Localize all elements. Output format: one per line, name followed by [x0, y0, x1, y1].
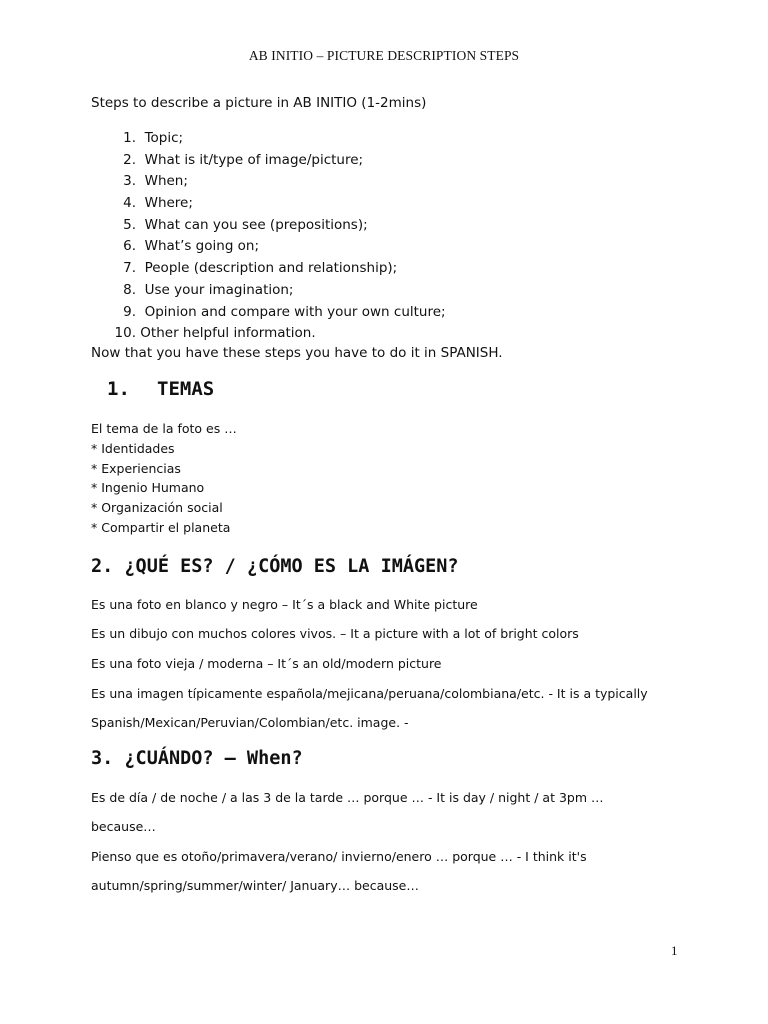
- section3-line: Es de día / de noche / a las 3 de la tarde … porque … - It is day / night / at 3pm …: [91, 790, 604, 805]
- steps-list: [91, 129, 446, 346]
- step-text: What’s going on;: [144, 238, 260, 255]
- list-item: [91, 303, 446, 325]
- section2-line: Spanish/Mexican/Peruvian/Colombian/etc. image. -: [91, 715, 409, 730]
- section1-line: El tema de la foto es …: [91, 421, 237, 436]
- section3-heading: 3. ¿CUÁNDO? – When?: [91, 748, 303, 769]
- list-item: [91, 194, 446, 216]
- list-item: [91, 172, 446, 194]
- page-header: AB INITIO – PICTURE DESCRIPTION STEPS: [248, 48, 520, 63]
- step-text: Other helpful information.: [140, 325, 316, 342]
- section1-line: * Experiencias: [91, 460, 181, 476]
- section2-heading: 2. ¿QUÉ ES? / ¿CÓMO ES LA IMÁGEN?: [91, 556, 459, 577]
- intro-text: Steps to describe a picture in AB INITIO (1-2mins): [91, 95, 427, 111]
- step-text: People (description and relationship);: [144, 260, 398, 277]
- step-number: 9.: [123, 303, 136, 320]
- section3-line: because…: [91, 819, 156, 834]
- page-number: 1: [671, 943, 678, 958]
- list-item: [91, 259, 446, 281]
- list-item: [91, 237, 446, 259]
- step-number: 10.: [114, 325, 136, 342]
- list-item: [91, 216, 446, 238]
- list-item: [91, 324, 446, 346]
- step-number: 6.: [123, 238, 136, 255]
- section1-heading: [107, 378, 214, 400]
- step-text: Use your imagination;: [144, 281, 294, 298]
- section1-line: * Compartir el planeta: [91, 519, 231, 535]
- section3-line: Pienso que es otoño/primavera/verano/ invierno/enero … porque … - I think it's: [91, 849, 587, 864]
- section1-line: * Ingenio Humano: [91, 480, 205, 496]
- step-number: 7.: [123, 260, 136, 277]
- step-text: Topic;: [144, 130, 184, 146]
- step-text: What is it/type of image/picture;: [144, 151, 364, 168]
- section1-body: [91, 420, 237, 539]
- list-item: [91, 129, 446, 151]
- section2-line: Es una foto vieja / moderna – It´s an old/modern picture: [91, 656, 442, 671]
- section2-line: Es una imagen típicamente española/mejicana/peruana/colombiana/etc. - It is a typically: [91, 686, 648, 701]
- section1-line: * Organización social: [91, 500, 223, 516]
- section3-line: autumn/spring/summer/winter/ January… because…: [91, 878, 419, 893]
- section1-number: 1.: [107, 378, 130, 400]
- section2-line: Es una foto en blanco y negro – It´s a black and White picture: [91, 597, 478, 612]
- step-number: 1.: [123, 130, 136, 146]
- step-text: Where;: [144, 195, 193, 212]
- after-steps-text: Now that you have these steps you have to do it in SPANISH.: [91, 345, 503, 361]
- list-item: [91, 151, 446, 173]
- step-number: 3.: [123, 173, 136, 190]
- step-number: 8.: [123, 281, 136, 298]
- step-number: 5.: [123, 216, 136, 233]
- section1-line: * Identidades: [91, 440, 175, 456]
- step-number: 2.: [123, 151, 136, 168]
- section1-title: TEMAS: [157, 378, 215, 400]
- step-number: 4.: [123, 195, 136, 212]
- section2-line: Es un dibujo con muchos colores vivos. – It a picture with a lot of bright colors: [91, 626, 579, 641]
- list-item: [91, 281, 446, 303]
- step-text: Opinion and compare with your own culture;: [144, 303, 446, 320]
- step-text: What can you see (prepositions);: [144, 216, 368, 233]
- step-text: When;: [144, 173, 188, 190]
